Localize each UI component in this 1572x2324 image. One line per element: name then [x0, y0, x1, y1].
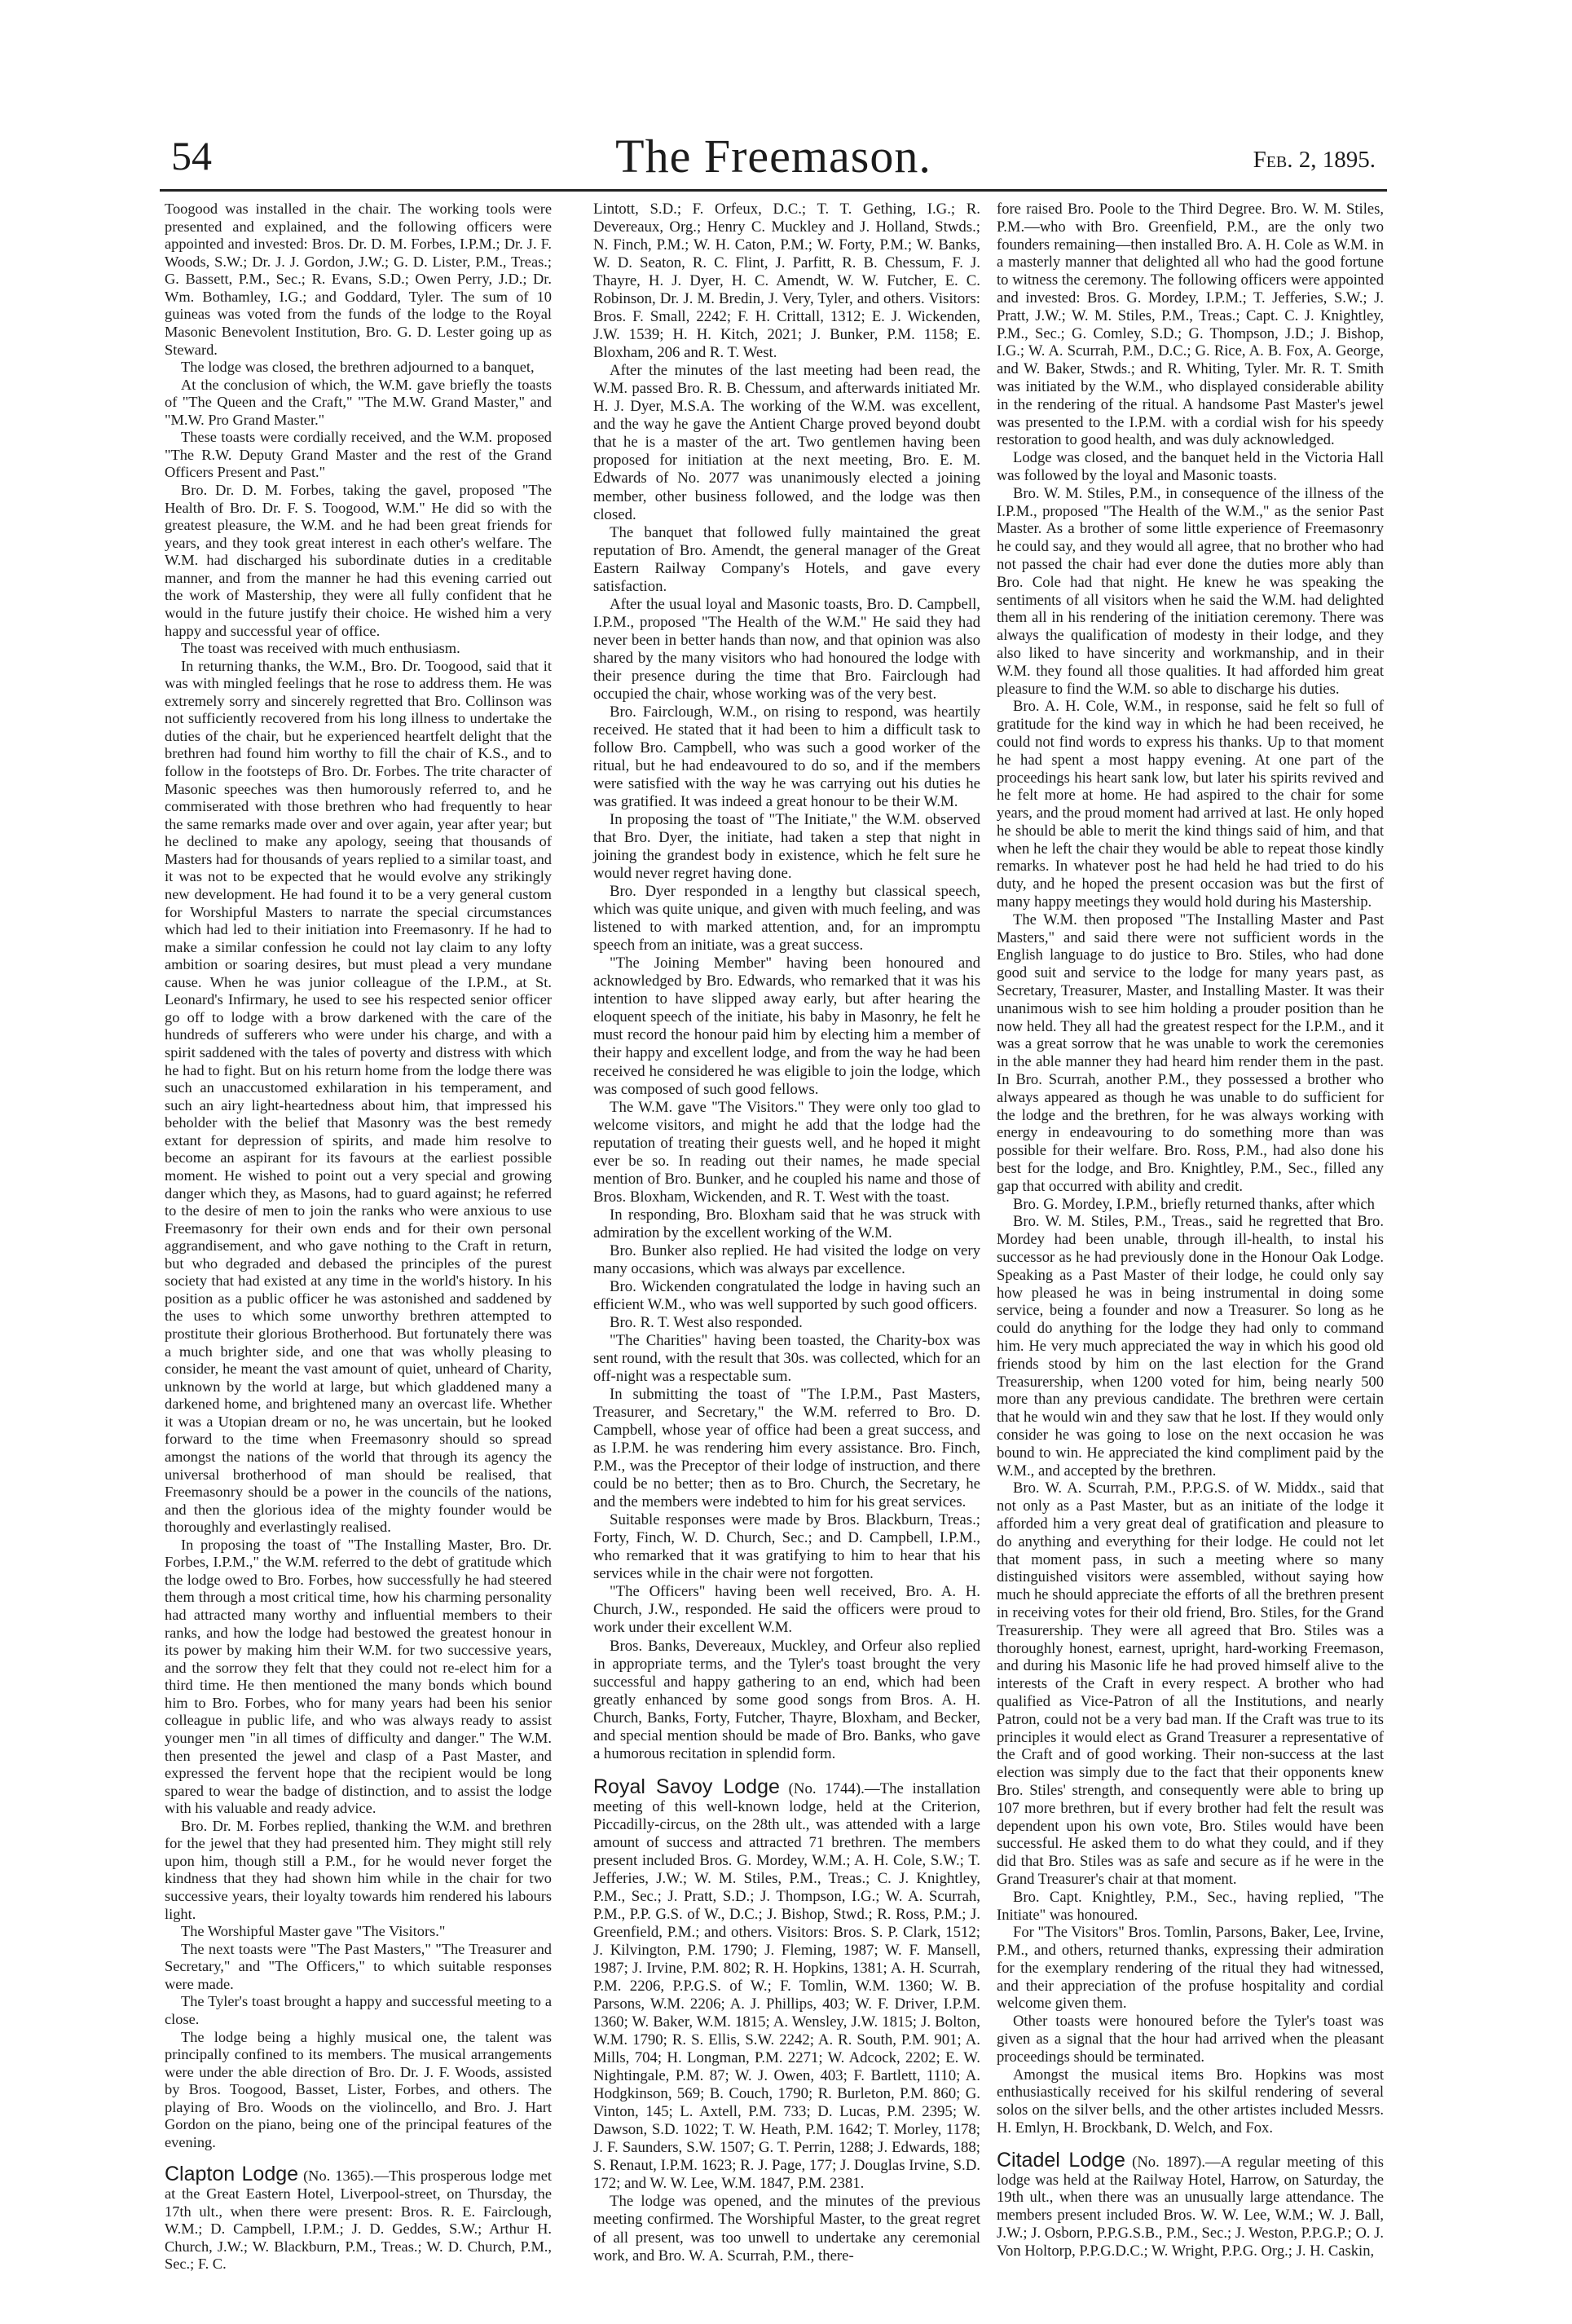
paragraph: Bro. G. Mordey, I.P.M., briefly returned thanks, after which [1013, 1195, 1375, 1213]
paragraph: The W.M. then proposed "The Installing Master and Past Masters," and said there were not sufficient words in the English language to do justice to Bro. Stiles, who had done good suit and service to the lodge for many years past, as Secretary, Treasurer, Master, and Installing Master. It was their unanimous wish to see him holding a prouder position than he now held. They all had the greatest respect for the I.P.M., and it was a great sorrow that he was unable to work the ceremonies in the able manner they had heard him render them in the past. In Bro. Scurrah, another P.M., they possessed a brother who always appeared as though he was unable to do sufficient for the lodge and the brethren, for he was always working with energy in endeavouring to do something more than was possible for their welfare. Bro. Ross, P.M., had also done his best for the lodge, and Bro. Knightley, P.M., Sec., filled any gap that occurred with ability and credit. [997, 911, 1384, 1195]
lodge-report-text: —This prosperous lodge met at the Great Eastern Hotel, Liverpool-street, on Thursday, the 17th ult., when there were present: Bros. R. E. Fairclough, W.M.; D. Campbell, I.P.M.; J. D. Geddes, S.W.; Arthur H. Church, J.W.; W. Blackburn, P.M., Treas.; W. D. Church, P.M., Sec.; F. C. [165, 2167, 552, 2273]
issue-date: Feb. 2, 1895. [1253, 147, 1376, 173]
page-number: 54 [171, 133, 212, 179]
lodge-report-text: —The installation meeting of this well-known lodge, held at the Criterion, Piccadilly-circus, on the 28th ult., was attended with a large amount of success and attracted 71 brethren. The members present included Bros. G. Mordey, W.M.; A. H. Cole, S.W.; T. Jefferies, J.W.; W. M. Stiles, P.M., Treas.; C. J. Knightley, P.M., Sec.; J. Pratt, S.D.; J. Thompson, I.G.; W. A. Scurrah, P.M., P.P. G.S. of W., D.C.; J. Bishop, Stwd.; R. Ross, P.M.; J. Greenfield, P.M.; and others. Visitors: Bros. S. P. Clark, 1512; J. Kilvington, P.M. 1790; J. Fleming, 1987; W. F. Mansell, 1987; J. Irvine, P.M. 802; R. H. Hopkins, 1381; A. H. Scurrah, P.M. 2206, P.P.G.S. of W.; F. Tomlin, W.M. 1360; W. B. Parsons, W.M. 2206; A. J. Phillips, 403; W. F. Driver, I.P.M. 1360; W. Baker, W.M. 1815; A. Wensley, J.W. 1815; J. Bolton, W.M. 1790; R. S. Ellis, S.W. 2242; A. R. South, P.M. 901; A. Mills, 704; H. Longman, P.M. 2271; W. Adcock, 2202; E. W. Nightingale, P.M. 87; W. J. Owen, 403; F. Bartlett, 1110; A. Hodgkinson, 569; B. Couch, 1790; R. Burleton, P.M. 860; G. Vinton, 145; L. Axtell, P.M. 733; D. Lucas, P.M. 2395; W. Dawson, S.D. 1022; T. W. Heath, P.M. 1642; T. Morley, 1178; J. F. Saunders, S.W. 1507; G. T. Perrin, 1288; J. Edwards, 188; S. Renaut, I.P.M. 1623; R. J. Page, 177; J. Douglas Irvine, S.D. 172; and W. W. Lee, W.M. 1847, P.M. 2381. [593, 1779, 980, 2193]
paragraph: Bro. W. M. Stiles, P.M., in consequence of the illness of the I.P.M., proposed "The Health of the W.M.," as the senior Past Master. As a brother of some little experience of Freemasonry he could say, and they would all agree, that no brother who had not passed the chair had ever done the duties more ably than Bro. Cole had that night. He knew he was speaking the sentiments of all visitors when he said the W.M. had delighted them all in his rendering of the initiation ceremony. There was always the qualification of modesty in their lodge, and they also liked to have sincerity and workmanship, and in their W.M. they found all those qualities. It had afforded him great pleasure to find the W.M. so able to discharge his duties. [997, 484, 1384, 698]
paragraph: Bro. Capt. Knightley, P.M., Sec., having replied, "The Initiate" was honoured. [997, 1888, 1384, 1924]
lodge-report-citadel [997, 2148, 1384, 2260]
paragraph: Lodge was closed, and the banquet held in the Victoria Hall was followed by the loyal and Masonic toasts. [997, 449, 1384, 484]
paragraph: "The Joining Member" having been honoured and acknowledged by Bro. Edwards, who remarked that it was his intention to have slipped away early, but after hearing the eloquent speech of the initiate, his baby in Masonry, he felt he must record the honour paid him by electing him a member of their happy and excellent lodge, and from the way he had been received he considered he was eligible to join the lodge, which was composed of such good fellows. [593, 955, 980, 1098]
paragraph: fore raised Bro. Poole to the Third Degree. Bro. W. M. Stiles, P.M.—who with Bro. Greenfield, P.M., are the only two founders remaining—then installed Bro. A. H. Cole as W.M. in a masterly manner that delighted all who had the good fortune to witness the ceremony. The following officers were appointed and invested: Bros. G. Mordey, I.P.M.; T. Jefferies, S.W.; J. Pratt, J.W.; W. M. Stiles, P.M., Treas.; Capt. C. J. Knightley, P.M., Sec.; G. Comley, S.D.; G. Thompson, J.D.; J. Bishop, I.G.; W. A. Scurrah, P.M., D.C.; G. Rice, A. B. Fox, A. George, and W. Baker, Stwds.; and R. Whiting, Tyler. Mr. R. T. Smith was initiated by the W.M., who displayed considerable ability in the rendering of the ritual. A handsome Past Master's jewel was presented to the I.P.M. with a cordial wish for his speedy restoration to good health, and was duly acknowledged. [997, 201, 1384, 449]
paragraph: In returning thanks, the W.M., Bro. Dr. Toogood, said that it was with mingled feelings that he rose to address them. He was extremely sorry and sincerely regretted that Bro. Collinson was not sufficiently recovered from his long illness to undertake the duties of the chair, but he experienced heartfelt delight that the brethren had found him worthy to fill the chair of K.S., and to follow in the footsteps of Bro. Dr. Forbes. The trite character of Masonic speeches was then humorously referred to, and he commiserated with those brethren who had frequently to hear the same remarks made over and over again, year after year; but he declined to make any apology, seeing that thousands of Masters had for thousands of years replied to a similar toast, and it was not to be expected that he would evolve any strikingly new development. He had found it to be a very general custom for Worshipful Masters to narrate the special circumstances which had led to their initiation into Freemasonry. If he had to make a similar confession he could not lay claim to any lofty ambition or soaring desires, but must plead a very mundane cause. When he was junior colleague of the I.P.M., at St. Leonard's Infirmary, he used to see his respected senior officer go off to lodge with a brow darkened with the care of the hundreds of sufferers who were under his charge, and with a spirit saddened with the tales of poverty and distress with which he had to fight. But on his return home from the lodge there was such an unaccustomed exhilaration in his temperament, and such an airy light-heartedness about him, that impressed his beholder with the belief that Masonry was the best remedy extant for depression of spirits, and made him resolve to become an aspirant for its favours at the earliest possible moment. He wished to point out a very special and growing danger which they, as Masons, had to guard against; he referred to the desire of men to join the ranks who were anxious to use Freemasonry for their own ends and for their own personal aggrandisement, and who gave nothing to the Craft in return, but who degraded and debased the principles of the purest society that had existed at any time in the world's history. In his position as a public officer he was astonished and saddened by the uses to which some unworthy brethren attempted to prostitute their glorious Brotherhood. But fortunately there was a much brighter side, and one that was wholly pleasing to consider, he meant the vast amount of quiet, unheard of Charity, unknown by the world at large, but which gladdened many a darkened home, and brightened many an overcast life. Whether it was a Utopian dream or no, he was uncertain, but he looked forward to the time when Freemasonry should so spread amongst the nations of the world that through its agency the universal brotherhood of man should be realised, that Freemasonry should be a power in the councils of the nations, and then the glorious idea of the mighty founder would be thoroughly and everlastingly realised. [165, 657, 552, 1536]
paragraph: In submitting the toast of "The I.P.M., Past Masters, Treasurer, and Secretary," the W.M. referred to Bro. D. Campbell, whose year of office had been a great success, and as I.P.M. he was rendering him every assistance. Bro. Finch, P.M., was the Preceptor of their lodge of instruction, and there could be no better; then as to Bro. Church, the Secretary, he and the members were indebted to him for his great services. [593, 1386, 980, 1511]
paragraph: Toogood was installed in the chair. The working tools were presented and explained, and the following officers were appointed and invested: Bros. Dr. D. M. Forbes, I.P.M.; Dr. J. F. Woods, S.W.; Dr. J. J. Gordon, J.W.; G. D. Lister, P.M., Treas.; G. Bassett, P.M., Sec.; R. Evans, S.D.; Owen Perry, J.D.; Dr. Wm. Bothamley, I.G.; and Goddard, Tyler. The sum of 10 guineas was voted from the funds of the lodge to the Royal Masonic Benevolent Institution, Bro. G. D. Lester going up as Steward. [165, 201, 552, 358]
paragraph: Bros. Banks, Devereaux, Muckley, and Orfeur also replied in appropriate terms, and the Tyler's toast brought the very successful and happy gathering to an end, which had been greatly enhanced by some good songs from Bros. A. H. Church, Banks, Forty, Futcher, Thayre, Bloxham, and Becker, and special mention should be made of Bro. Banks, who gave a humorous recitation in splendid form. [593, 1637, 980, 1762]
paragraph: Amongst the musical items Bro. Hopkins was most enthusiastically received for his skilful rendering of several solos on the silver bells, and the other artistes included Messrs. H. Emlyn, H. Brockbank, D. Welch, and Fox. [997, 2066, 1384, 2137]
lodge-heading: Clapton Lodge [165, 2163, 299, 2186]
paragraph: Bro. Wickenden congratulated the lodge in having such an efficient W.M., who was well supported by such good officers. [593, 1277, 980, 1313]
paragraph: Bro. R. T. West also responded. [610, 1313, 803, 1331]
column-3 [997, 201, 1384, 2260]
paragraph: Bro. Dr. M. Forbes replied, thanking the W.M. and brethren for the jewel that they had presented him. They might still rely upon him, though still a P.M., for he would never forget the kindness that they had shown him while in the chair for two successive years, their loyalty towards him rendered his labours light. [165, 1817, 552, 1922]
paragraph: After the minutes of the last meeting had been read, the W.M. passed Bro. R. B. Chessum, and afterwards initiated Mr. H. J. Dyer, M.S.A. The working of the W.M. was excellent, and the way he gave the Antient Charge proved beyond doubt that he is a master of the art. Two gentlemen having been proposed for initiation at the next meeting, Bro. E. M. Edwards of No. 2077 was unanimously elected a joining member, other business followed, and the lodge was then closed. [593, 362, 980, 523]
masthead [160, 129, 1387, 186]
paragraph: Other toasts were honoured before the Tyler's toast was given as a signal that the hour had arrived when the pleasant proceedings should be terminated. [997, 2013, 1384, 2066]
paragraph: Bro. Fairclough, W.M., on rising to respond, was heartily received. He stated that it had been to him a difficult task to follow Bro. Campbell, who was such a good worker of the ritual, but he had endeavoured to do so, and if the members were satisfied with the way he was carrying out his duties he was gratified. It was indeed a great honour to be their W.M. [593, 703, 980, 811]
paragraph: Suitable responses were made by Bros. Blackburn, Treas.; Forty, Finch, W. D. Church, Sec.; and D. Campbell, I.P.M., who remarked that it was gratifying to him to hear that his services while in the chair were not forgotten. [593, 1511, 980, 1583]
paragraph: The next toasts were "The Past Masters," "The Treasurer and Secretary," and "The Officers," to which suitable responses were made. [165, 1940, 552, 1992]
paragraph: "The Charities" having been toasted, the Charity-box was sent round, with the result that 30s. was collected, which for an off-night was a respectable sum. [593, 1331, 980, 1386]
header-rule [160, 189, 1387, 192]
paragraph: The Worshipful Master gave "The Visitors." [181, 1923, 446, 1940]
column-1 [165, 201, 552, 2273]
paragraph: "The Officers" having been well received, Bro. A. H. Church, J.W., responded. He said the officers were proud to work under their excellent W.M. [593, 1583, 980, 1637]
lodge-heading: Royal Savoy Lodge [593, 1775, 780, 1798]
column-2 [593, 201, 980, 2265]
publication-title: The Freemason. [615, 130, 931, 183]
paragraph: At the conclusion of which, the W.M. gave briefly the toasts of "The Queen and the Craft," "The M.W. Grand Master," and "M.W. Pro Grand Master." [165, 376, 552, 428]
paragraph: These toasts were cordially received, and the W.M. proposed "The R.W. Deputy Grand Master and the rest of the Grand Officers Present and Past." [165, 429, 552, 481]
paragraph: The W.M. gave "The Visitors." They were only too glad to welcome visitors, and might he add that the lodge had the reputation of treating their guests well, and he hoped it might ever be so. In reading out their names, he made special mention of Bro. Bunker, and he coupled his name and those of Bros. Bloxham, Wickenden, and R. T. West with the toast. [593, 1098, 980, 1206]
paragraph: The toast was received with much enthusiasm. [181, 640, 460, 657]
paragraph: Bro. Dr. D. M. Forbes, taking the gavel, proposed "The Health of Bro. Dr. F. S. Toogood, W.M." He did so with the greatest pleasure, the W.M. and he had been great friends for years, and they took great interest in each other's welfare. The W.M. had discharged his subordinate duties in a creditable manner, and from the manner he had this evening carried out the work of Mastership, they were all fully confident that he would in the future justify their choice. He wished him a very happy and successful year of office. [165, 482, 552, 639]
paragraph: The lodge was closed, the brethren adjourned to a banquet, [181, 359, 535, 376]
paragraph: The banquet that followed fully maintained the great reputation of Bro. Amendt, the general manager of the Great Eastern Railway Company's Hotels, and gave every satisfaction. [593, 523, 980, 595]
lodge-number: (No. 1897). [1132, 2153, 1206, 2171]
paragraph: After the usual loyal and Masonic toasts, Bro. D. Campbell, I.P.M., proposed "The Health of the W.M." He said they had never been in better hands than now, and that opinion was also shared by the many visitors who had honoured the lodge with their presence during the time that Bro. Fairclough had occupied the chair, whose working was of the very best. [593, 595, 980, 703]
paragraph: Lintott, S.D.; F. Orfeux, D.C.; T. T. Gething, I.G.; R. Devereaux, Org.; Henry C. Muckley and J. Holland, Stwds.; N. Finch, P.M.; W. H. Caton, P.M.; W. Forty, P.M.; W. Banks, W. D. Seaton, R. C. Flint, J. Parfitt, R. B. Chessum, F. J. Thayre, H. J. Dyer, H. C. Amendt, W. W. Futcher, E. C. Robinson, Dr. J. M. Bredin, J. Very, Tyler, and others. Visitors: Bros. F. Small, 2242; F. H. Crittall, 1312; E. J. Wickenden, J.W. 1539; H. H. Kitch, 2021; J. Bunker, P.M. 1158; E. Bloxham, 206 and R. T. West. [593, 201, 980, 362]
paragraph: In proposing the toast of "The Installing Master, Bro. Dr. Forbes, I.P.M.," the W.M. referred to the debt of gratitude which the lodge owed to Bro. Forbes, how successfully he had steered them through a most critical time, how his charming personality had attracted many worthy and influential members to their ranks, and how the lodge had bestowed the greatest honour in its power by making him their W.M. for two successive years, and the sorrow they felt that they could not re-elect him for a third time. He then mentioned the many bonds which bound him to Bro. Forbes, who for many years had been his senior colleague in public life, and who was always ready to assist younger men "in all times of difficulty and danger." The W.M. then presented the jewel and clasp of a Past Master, and expressed the fervent hope that the recipient would be long spared to wear the badge of distinction, and to assist the lodge with his valuable and ready advice. [165, 1536, 552, 1817]
lodge-report-text: —A regular meeting of this lodge was held at the Railway Hotel, Harrow, on Saturday, the 19th ult., when there was an unusually large attendance. The members present included Bros. W. W. Lee, W.M.; W. J. Ball, J.W.; J. Osborn, P.P.G.S.B., P.M., Sec.; J. Weston, P.P.G.P.; O. J. Von Holtorp, P.P.G.D.C.; W. Wright, P.P.G. Org.; J. H. Caskin, [997, 2153, 1384, 2260]
paragraph: Bro. Dyer responded in a lengthy but classical speech, which was quite unique, and given with much feeling, and was listened to with marked attention, and, for an impromptu speech from an initiate, was a great success. [593, 883, 980, 955]
paragraph: The lodge was opened, and the minutes of the previous meeting confirmed. The Worshipful Master, to the great regret of all present, was too unwell to undertake any ceremonial work, and Bro. W. A. Scurrah, P.M., there- [593, 2193, 980, 2264]
paragraph: Bro. W. A. Scurrah, P.M., P.P.G.S. of W. Middx., said that not only as a Past Master, but as an initiate of the lodge it afforded him a very great deal of gratification and pleasure to do anything and everything for their lodge. He could not let that moment pass, in such a meeting where so many distinguished visitors were assembled, without saying how much he should appreciate the efforts of all the brethren present in receiving votes for their old friend, Bro. Stiles, for the Grand Treasurership. They were all agreed that Bro. Stiles was a thoroughly honest, earnest, upright, hard-working Freemason, and during his Masonic life he had proved himself alive to the interests of the Craft in every respect. A brother who had qualified as Vice-Patron of all the Institutions, and nearly Patron, could not be a very bad man. If the Craft was true to its principles it would elect as Grand Treasurer a representative of the Craft and of good working. Their non-success at the last election was simply due to the fact that their opponents knew Bro. Stiles' strength, and consequently were able to bring up 107 more brethren, but if every brother had felt the result was dependent upon his own vote, Bro. Stiles would have been successful. He asked them to do what they could, and if they did that Bro. Stiles was as safe and secure as if he were in the Grand Treasurer's chair at that moment. [997, 1480, 1384, 1888]
lodge-number: (No. 1365). [303, 2167, 374, 2185]
paragraph: In responding, Bro. Bloxham said that he was struck with admiration by the excellent working of the W.M. [593, 1206, 980, 1241]
lodge-report-clapton [165, 2163, 552, 2273]
paragraph: In proposing the toast of "The Initiate," the W.M. observed that Bro. Dyer, the initiate, had taken a step that night in joining the grandest body in existence, which he felt sure he would never regret having done. [593, 811, 980, 883]
paragraph: For "The Visitors" Bros. Tomlin, Parsons, Baker, Lee, Irvine, P.M., and others, returned thanks, expressing their admiration for the exemplary rendering of the ritual they had witnessed, and their appreciation of the profuse hospitality and cordial welcome given them. [997, 1924, 1384, 2013]
lodge-heading: Citadel Lodge [997, 2148, 1125, 2172]
paragraph: The Tyler's toast brought a happy and successful meeting to a close. [165, 1993, 552, 2027]
lodge-report-royal-savoy [593, 1775, 980, 2194]
paragraph: Bro. A. H. Cole, W.M., in response, said he felt so full of gratitude for the kind way in which he had been received, he could not find words to express his thanks. Up to that moment he had spent a most happy evening. At one part of the proceedings his heart sank low, but later his spirits revived and he felt more at home. He had aspired to the chair for some years, and the proud moment had arrived at last. He only hoped he should be able to merit the kind things said of him, and that when he left the chair they would be able to repeat those kindly remarks. In whatever post he had held he had tried to do his duty, and he hoped the present occasion was but the first of many happy meetings they would hold during his Mastership. [997, 698, 1384, 911]
paragraph: The lodge being a highly musical one, the talent was principally confined to its members. The musical arrangements were under the able direction of Bro. Dr. J. F. Woods, assisted by Bros. Toogood, Basset, Lister, Forbes, and others. The playing of Bro. Woods on the violincello, and Bro. J. Hart Gordon on the piano, being one of the principal features of the evening. [165, 2028, 552, 2150]
lodge-number: (No. 1744). [788, 1779, 865, 1797]
paragraph: Bro. W. M. Stiles, P.M., Treas., said he regretted that Bro. Mordey had been unable, through ill-health, to instal his successor as he had previously done in the Honour Oak Lodge. Speaking as a Past Master of their lodge, he could only say how pleased he was in being instrumental in doing some service, being a founder and now a Treasurer. So long as he could do anything for the lodge they had only to command him. He very much appreciated the way in which his good old friends stood by him on the last election for the Grand Treasurership, when 1200 voted for him, being nearly 500 more than any previous candidate. The brethren were certain that he would win and they saw that he lost. If they would only consider he was going to lose on the next occasion he was bound to win. He appreciated the kind compliment paid by the W.M., and accepted by the brethren. [997, 1213, 1384, 1480]
paragraph: Bro. Bunker also replied. He had visited the lodge on very many occasions, which was always par excellence. [593, 1241, 980, 1277]
